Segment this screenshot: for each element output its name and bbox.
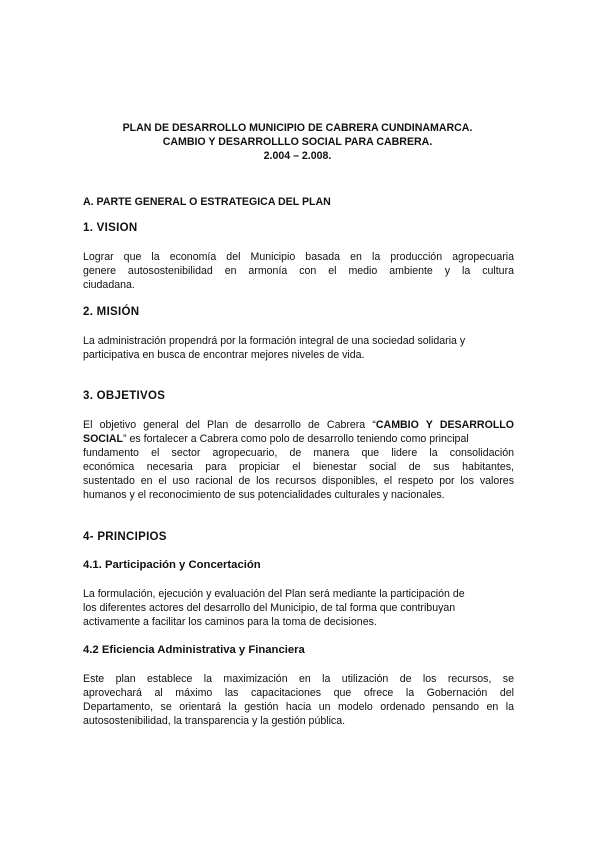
vision-heading: 1. VISION	[83, 222, 138, 234]
objetivos-text: El objetivo general del Plan de desarrollo de Cabrera “	[83, 419, 376, 431]
objetivos-heading: 3. OBJETIVOS	[83, 390, 166, 402]
objetivos-paragraph	[83, 418, 514, 502]
principios-heading: 4- PRINCIPIOS	[83, 531, 167, 543]
vision-paragraph	[83, 250, 514, 292]
principio-42-heading: 4.2 Eficiencia Administrativa y Financiera	[83, 644, 305, 656]
plan-name-bold: SOCIAL	[83, 433, 124, 445]
objetivos-line	[83, 418, 514, 432]
document-title-line-1: PLAN DE DESARROLLO MUNICIPIO DE CABRERA CUNDINAMARCA.	[122, 122, 473, 134]
mision-paragraph	[83, 334, 514, 362]
principio-41-line: La formulación, ejecución y evaluación del Plan será mediante la participación de	[83, 588, 465, 600]
principio-41-heading: 4.1. Participación y Concertación	[83, 559, 261, 571]
mision-line: La administración propendrá por la formación integral de una sociedad solidaria y	[83, 335, 466, 347]
document-title-line-2: CAMBIO Y DESARROLLLO SOCIAL PARA CABRERA.	[162, 136, 433, 148]
principio-42-line: Este plan establece la maximización en la utilización de los recursos, se	[83, 673, 514, 685]
vision-line: genere autosostenibilidad en armonía con el medio ambiente y la cultura	[83, 265, 514, 277]
principio-41-line: activamente a facilitar los caminos para la toma de decisiones.	[83, 616, 377, 628]
objetivos-line: sustentado en el uso racional de los recursos disponibles, el respeto por los valores	[83, 475, 514, 487]
objetivos-line: humanos y el reconocimiento de sus potencialidades culturales y nacionales.	[83, 489, 445, 501]
principio-42-line: autosostenibilidad, la transparencia y la gestión pública.	[83, 715, 346, 727]
principio-41-paragraph	[83, 587, 514, 629]
principio-41-line: los diferentes actores del desarrollo del Municipio, de tal forma que contribuyan	[83, 602, 456, 614]
principio-42-paragraph	[83, 672, 514, 728]
principio-42-line: aprovechará al máximo las capacitaciones que ofrece la Gobernación del	[83, 687, 514, 699]
mision-heading: 2. MISIÓN	[83, 306, 140, 318]
part-a-heading: A. PARTE GENERAL O ESTRATEGICA DEL PLAN	[83, 196, 331, 208]
vision-line: Lograr que la economía del Municipio basada en la producción agropecuaria	[83, 251, 514, 263]
objetivos-line: económica necesaria para propiciar el bienestar social de sus habitantes,	[83, 461, 514, 473]
objetivos-text: ” es fortalecer a Cabrera como polo de desarrollo teniendo como principal	[123, 433, 469, 445]
vision-line: ciudadana.	[83, 279, 135, 291]
plan-name-bold: CAMBIO Y DESARROLLO	[375, 419, 514, 431]
principio-42-line: Departamento, se orientará la gestión hacia un modelo ordenado pensando en la	[83, 701, 514, 713]
objetivos-line: fundamento el sector agropecuario, de manera que lidere la consolidación	[83, 447, 514, 459]
document-title-line-3: 2.004 – 2.008.	[263, 150, 332, 162]
objetivos-line	[83, 432, 514, 446]
mision-line: participativa en busca de encontrar mejores niveles de vida.	[83, 349, 365, 361]
